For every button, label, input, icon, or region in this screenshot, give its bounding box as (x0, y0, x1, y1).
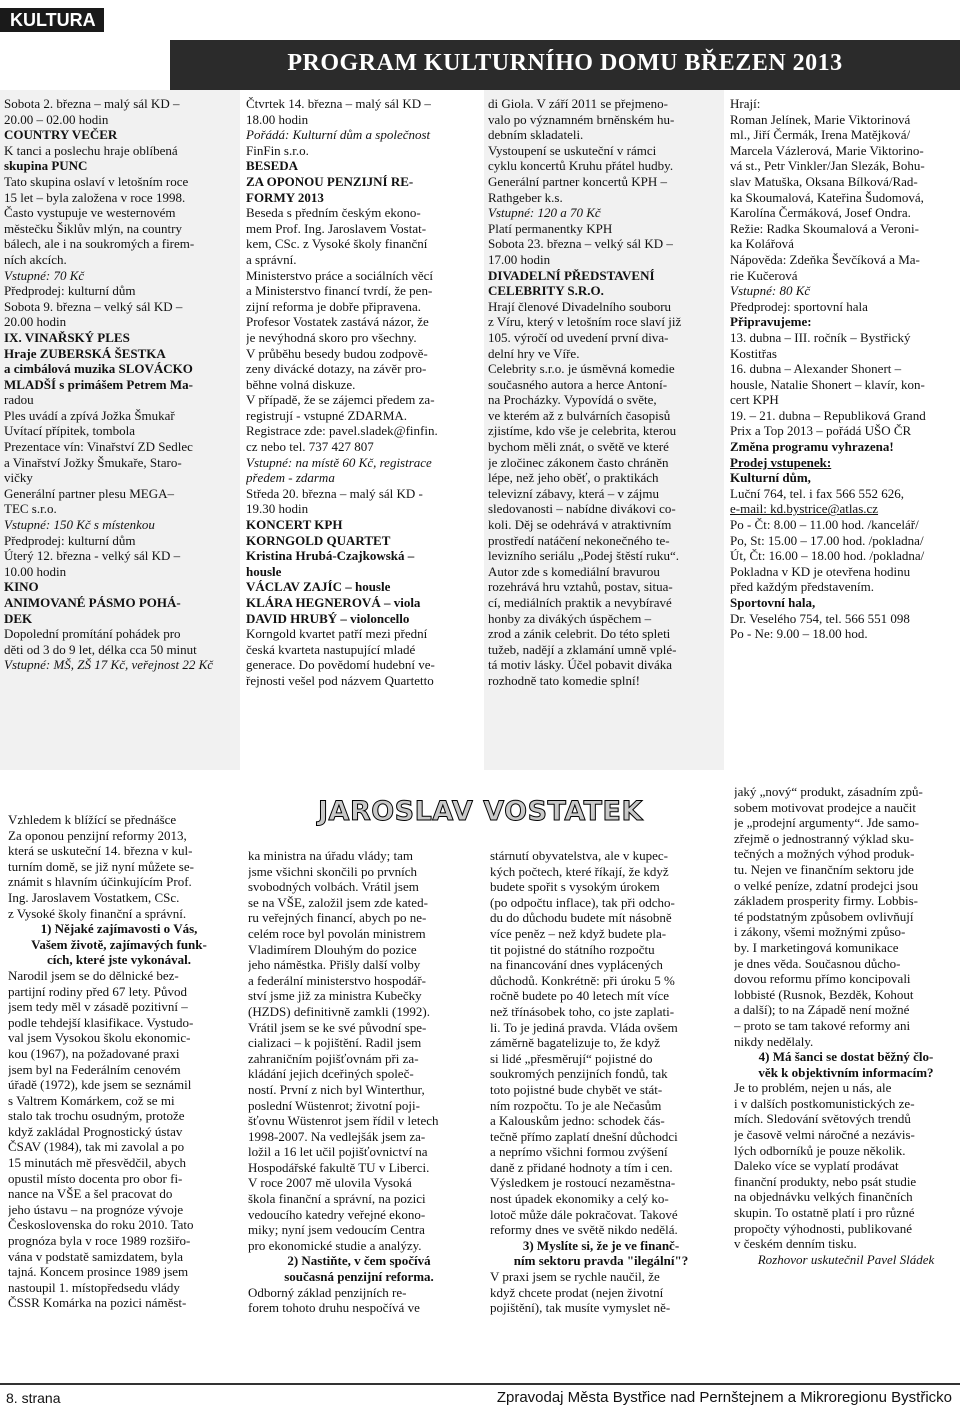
article-column-2 (248, 848, 470, 1380)
text-line: Prix a Top 2013 – pořádá UŠO ČR (730, 423, 912, 439)
text-line: prognóza byla v roce 1989 rozšiřo- (8, 1233, 191, 1249)
text-line: mích. Sledování světových trendů (734, 1111, 911, 1127)
program-header-band (170, 40, 960, 90)
text-line: ností. První z nich byl Winterthur, (248, 1081, 425, 1097)
text-line: věk k objektivním informacím? (758, 1064, 934, 1080)
text-line: ka Kolářová (730, 236, 794, 252)
text-line: pro ekonomické studie a analýzy. (248, 1237, 422, 1253)
text-line: radou (4, 392, 34, 408)
text-line: Sobota 9. března – velký sál KD – (4, 298, 183, 314)
text-line: 1998-2007. Na vedlejšák jsem za- (248, 1128, 426, 1144)
footer-divider (0, 1383, 960, 1385)
text-line: Vzhledem k blížící se přednášce (8, 812, 177, 827)
text-line: poslední Wüstenrot; životní poji- (248, 1097, 420, 1113)
page-number: 8. strana (6, 1390, 61, 1406)
text-line: a další); to na Západě není možné (734, 1002, 910, 1018)
text-line: Kostitřas (730, 345, 777, 361)
text-line: Út, Čt: 16.00 – 18.00 hod. /pokladna/ (730, 548, 925, 564)
text-line: housle, Natalie Shonert – klavír, kon- (730, 376, 925, 392)
text-line: MLADŠÍ s primášem Petrem Ma- (4, 376, 193, 392)
text-line: ním sektoru pravda "ilegální"? (513, 1253, 689, 1269)
text-line: záměrně bagatelizuje to, že když (490, 1035, 660, 1051)
program-column-3 (488, 96, 720, 766)
text-line: honby za divákých úspěchem – (488, 610, 652, 626)
text-line: Pořádá: Kulturní dům a společnost (246, 127, 431, 143)
text-line: Středa 20. března – malý sál KD - (246, 485, 423, 501)
text-line: skupin. To ostatně platí i pro různé (734, 1205, 915, 1221)
text-line: zrod a zánik celebrit. Do této spleti (488, 626, 671, 642)
text-line: a Kalouskům jedno: schodek čás- (490, 1113, 665, 1129)
article-column-3 (490, 848, 712, 1380)
text-line: 2) Nastiňte, v čem spočívá (287, 1253, 431, 1269)
text-line: kých počtech, které říkají, že když (490, 863, 669, 879)
text-line: základem prosperity firmy. Lobbis- (734, 893, 918, 909)
text-line: lých odborníků je pouze několik. (734, 1142, 906, 1158)
text-line: e-mail: kd.bystrice@atlas.cz (730, 501, 879, 517)
text-line: forem tohoto druhu nespočívá ve (248, 1300, 420, 1316)
text-line: Tato skupina oslaví v letošním roce (4, 173, 189, 189)
text-line: zijní reforma je dobře připravena. (246, 298, 422, 314)
text-line: tužeb, nadějí a zklamání umně vplé- (488, 641, 677, 657)
article-column-4 (734, 784, 958, 1380)
text-line: 16. dubna – Alexander Shonert – (730, 361, 902, 377)
text-line: Předprodej: sportovní hala (730, 298, 868, 314)
text-line: vedoucího katedry veřejné ekono- (248, 1206, 426, 1222)
text-line: a správní. (246, 251, 297, 267)
text-line: Ples uvádí a zpívá Jožka Šmukař (4, 407, 175, 423)
text-line: Předprodej: kulturní dům (4, 532, 136, 548)
text-line: slav Matuška, Oksana Bílková/Rad- (730, 173, 918, 189)
text-line: Československa do roku 2010. Tato (8, 1217, 194, 1233)
text-line: současná penzijní reforma. (284, 1269, 434, 1285)
text-line: 10.00 hodin (4, 563, 67, 579)
text-line: du do důchodu budete mít násobně (490, 910, 672, 926)
text-line: by. I marketingová komunikace (734, 939, 899, 955)
text-line: vána v podstatě samizdatem, byla (8, 1248, 184, 1264)
text-line: FORMY 2013 (246, 189, 324, 205)
text-line: cí, mediálních praktik a nevybíravé (488, 595, 672, 610)
text-line: šťovnu Wüstenrot jsem řídil v letech (248, 1113, 439, 1129)
text-line: tu. Nejen ve finančním sektoru jde (734, 861, 914, 877)
text-line: nastoupil 1. místopředsedu vlády (8, 1279, 180, 1295)
text-line: Vystoupení se uskuteční v rámci (488, 142, 657, 158)
text-line: Celebrity s.r.o. je úsměvná komedie (488, 361, 675, 377)
text-line: lotoč může dále pokračovat. Takové (490, 1206, 678, 1222)
text-line: levizního seriálu „Podej štěstí ruku“. (488, 548, 679, 564)
text-line: DIVADELNÍ PŘEDSTAVENÍ (488, 267, 655, 283)
text-line: televizní zábavy, která – v zájmu (488, 485, 659, 501)
text-line: nikdy nedělaly. (734, 1033, 814, 1049)
text-line: jeho náměstka. Přišly další volby (248, 957, 421, 973)
text-line: ANIMOVANÉ PÁSMO POHÁ- (4, 595, 181, 610)
text-line: (HZDS) definitivně zamkli (1992). (248, 1003, 430, 1019)
text-line: současného autora a herce Antoní- (488, 376, 668, 392)
text-line: rozhodně tato komedie splní! (488, 672, 640, 688)
text-line: Změna programu vyhrazena! (730, 439, 894, 455)
text-line: Marcela Vázlerová, Marie Viktorino- (730, 142, 924, 158)
text-line: Generální partner koncertů KPH – (488, 173, 668, 189)
text-line: z Vysoké školy finanční a správní. (8, 905, 187, 921)
article-column-1 (8, 812, 230, 1380)
text-line: která se uskuteční 14. března v kul- (8, 843, 193, 859)
text-line: si lidé „přesměrují“ pojistné do (490, 1050, 653, 1066)
text-line: ve kterém až z bulvárních časopisů (488, 407, 671, 423)
text-line: ství jsme již za ministra Kubečky (248, 988, 422, 1004)
text-line: KINO (4, 579, 39, 595)
text-line: a Ministerstvo financí tvrdí, že pen- (246, 283, 433, 299)
text-line: Předprodej: kulturní dům (4, 283, 136, 299)
text-line: na Procházky. Vypovídá o světe, (488, 392, 657, 408)
text-line: a cimbálová muzika SLOVÁCKO (4, 361, 193, 377)
text-line: vá st., Petr Vinkler/Jan Slezák, Bohu- (730, 158, 925, 174)
text-line: Dopolední promítání pohádek pro (4, 626, 181, 642)
text-line: na objednávku velkých finančních (734, 1189, 913, 1205)
text-line: 19.30 hodin (246, 501, 309, 517)
text-line: Hrají členové Divadelního souboru (488, 298, 672, 314)
text-line: bychom měli znát, o světě ve které (488, 439, 669, 455)
text-line: ČSAV (1984), tak mi zavolal a po (8, 1139, 185, 1155)
text-line: 4) Má šanci se dostat běžný člo- (758, 1049, 934, 1065)
text-line: miky; nyní jsem vedoucím Centra (248, 1222, 425, 1238)
text-line: sledovanosti – nabídne divákovi co- (488, 501, 676, 517)
text-line: FinFin s.r.o. (246, 142, 309, 158)
text-line: 13. dubna – III. ročník – Bystřický (730, 329, 911, 345)
text-line: Kristina Hrubá-Czajkowská – (246, 548, 415, 564)
text-line: tá motiv lásky. Účel pobavit diváka (488, 657, 672, 673)
text-line: 18.00 hodin (246, 111, 309, 127)
text-line: KLÁRA HEGNEROVÁ – viola (246, 595, 421, 610)
text-line: Hrají: (730, 96, 761, 111)
text-line: úřadě (1972), kde jsem se seznámil (8, 1077, 192, 1093)
text-line: VÁCLAV ZAJÍC – housle (246, 579, 391, 595)
text-line: mem Prof. Ing. Jaroslavem Vostat- (246, 220, 427, 236)
text-line: opustil místo docenta pro obor fi- (8, 1170, 183, 1186)
text-line: koli. Děj se odehrává v atraktivním (488, 517, 672, 533)
text-line: li. To je jediná pravda. Vláda ovšem (490, 1019, 678, 1035)
text-line: Sobota 23. března – velký sál KD – (488, 236, 673, 252)
text-line: – proto se tam takové reformy ani (734, 1017, 911, 1033)
text-line: soukromých penzijních fondů, tak (490, 1066, 668, 1082)
text-line: i v dalších postkomunistických ze- (734, 1095, 915, 1111)
text-line: Generální partner plesu MEGA– (4, 485, 175, 501)
text-line: vičky (4, 470, 33, 486)
text-line: Vašem životě, zajímavých funk- (31, 936, 207, 952)
text-line: 19. – 21. dubna – Republiková Grand (730, 407, 926, 423)
text-line: KONCERT KPH (246, 517, 343, 533)
text-line: Korngold kvartet patří mezi přední (246, 626, 428, 642)
text-line: zeny divácké dotazy, na závěr pro- (246, 361, 427, 377)
text-line: COUNTRY VEČER (4, 127, 118, 143)
text-line: Odborný základ penzijních re- (248, 1284, 407, 1300)
text-line: jsem byl na Federálním cenovém (8, 1061, 181, 1077)
text-line: z Víru, který v letošním roce slaví již (488, 314, 682, 330)
text-line: než třínásobek toho, co jste zaplati- (490, 1003, 675, 1019)
text-line: kládání jejich dceřiných společ- (248, 1066, 414, 1082)
text-line: ročně budete po 40 letech mít více (490, 988, 670, 1004)
text-line: je dnes věda. Současnou důcho- (734, 955, 901, 971)
text-line: partijní rodiny před 67 lety. Původ (8, 983, 187, 999)
text-line: v českém denním tisku. (734, 1236, 857, 1252)
text-line: ka ministra na úřadu vlády; tam (248, 848, 413, 863)
text-line: na financování dnes vyplácených (490, 957, 663, 973)
text-line: Po - Ne: 9.00 – 18.00 hod. (730, 626, 868, 642)
text-line: debním skladateli. (488, 127, 584, 143)
text-line: Režie: Radka Skoumalová a Veroni- (730, 220, 919, 236)
text-line: 3) Myslíte si, že je ve finanč- (522, 1237, 680, 1253)
text-line: Autor zde s komediální bravurou (488, 563, 660, 579)
text-line: před každým představením. (730, 579, 875, 595)
text-line: Platí permanentky KPH (488, 220, 613, 236)
text-line: 20.00 – 02.00 hodin (4, 111, 109, 127)
text-line: Dr. Veselého 754, tel. 566 551 098 (730, 610, 910, 626)
text-line: Po - Čt: 8.00 – 11.00 hod. /kancelář/ (730, 517, 919, 533)
text-line: Za oponou penzijní reformy 2013, (8, 827, 187, 843)
text-line: je časově velmi náročné a nezávis- (734, 1127, 915, 1143)
text-line: delní hry ve Víře. (488, 345, 580, 361)
text-line: celém roce byl povolán ministrem (248, 925, 426, 941)
text-line: Sportovní hala, (730, 595, 816, 610)
program-title: PROGRAM KULTURNÍHO DOMU BŘEZEN 2013 (287, 50, 843, 76)
text-line: Čtvrtek 14. března – malý sál KD – (246, 96, 431, 111)
text-line: tajná. Koncem prosince 1989 jsem (8, 1264, 189, 1280)
text-line: podle tehdejší klasifikace. Vystudo- (8, 1014, 194, 1030)
text-line: zahraničním pojišťovnám při za- (248, 1050, 419, 1066)
text-line: 105. výročí od uvedení první diva- (488, 329, 669, 345)
text-line: a neprímo všichni formou zvýšení (490, 1144, 668, 1160)
text-line: Nápověda: Zdeňka Ševčíková a Ma- (730, 251, 920, 267)
text-line: DAVID HRUBÝ – violoncello (246, 610, 410, 626)
text-line: V roce 2007 mě ulovila Vysoká (248, 1175, 412, 1191)
text-line: kou (1967), na požadované praxi (8, 1045, 180, 1061)
text-line: V případě, že se zájemci předem za- (246, 392, 435, 408)
text-line: řejnosti vešel pod názvem Quartetto (246, 672, 434, 688)
text-line: jsem tedy měl v zásadě pozitivní – (8, 999, 188, 1015)
text-line: Vstupné: na místě 60 Kč, registrace (246, 454, 432, 470)
text-line: ZA OPONOU PENZIJNÍ RE- (246, 173, 414, 189)
text-line: Připravujeme: (730, 314, 812, 330)
text-line: jaký „nový“ produkt, zásadním způ- (734, 784, 923, 799)
text-line: 1) Nějaké zajímavosti o Vás, (40, 921, 198, 937)
text-line: Ing. Jaroslavem Vostatkem, CSc. (8, 889, 180, 905)
text-line: tečně přímo zaplatí dnešní důchodci (490, 1128, 678, 1144)
text-line: i zákony, všemi možnými způso- (734, 924, 906, 940)
text-line: a Vinařství Jožky Šmukaře, Staro- (4, 454, 182, 470)
text-line: jeho ústavu – na prognóze vývoje (8, 1201, 184, 1217)
text-line: cert KPH (730, 392, 779, 408)
text-line: a federální ministerstvo hospodář- (248, 972, 426, 988)
text-line: Ministerstvo práce a sociálních věcí (246, 267, 433, 283)
text-line: ních akcích. (4, 251, 67, 267)
text-line: K tanci a poslechu hraje oblíbená (4, 142, 178, 158)
text-line: ložil a 16 let učil pojišťovnictví na (248, 1144, 428, 1160)
program-column-2 (246, 96, 478, 766)
text-line: 15 minutách mě přesvědčil, abych (8, 1155, 186, 1171)
text-line: CELEBRITY S.R.O. (488, 283, 604, 299)
text-line: nost úpadek ekonomiky a celý ko- (490, 1191, 669, 1207)
text-line: jsme všichni skončili po prvních (248, 863, 417, 879)
text-line: 15 let – byla založena v roce 1998. (4, 189, 186, 205)
text-line: bálech, ale i na soukromých a firem- (4, 236, 195, 252)
text-line: stalo tak trochu osudným, protože (8, 1108, 185, 1124)
text-line: Je to problém, nejen u nás, ale (734, 1080, 892, 1096)
text-line: ČSSR Komárka na pozici náměst- (8, 1295, 187, 1311)
text-line: BESEDA (246, 158, 299, 174)
text-line: ru veřejných financí, abych po ne- (248, 910, 427, 926)
text-line: Vstupné: 80 Kč (730, 283, 811, 299)
text-line: di Giola. V září 2011 se přejmeno- (488, 96, 668, 111)
footer-title: Zpravodaj Města Bystřice nad Pernštejnem a Mikroregionu Bystřicko (496, 1389, 952, 1406)
text-line: reformy dnes ve světě nikdo nedělá. (490, 1222, 678, 1238)
text-line: Karolína Čermáková, Josef Ondra. (730, 205, 911, 221)
text-line: Hospodářské fakultě TU v Liberci. (248, 1159, 430, 1175)
text-line: Luční 764, tel. i fax 566 552 626, (730, 485, 905, 501)
text-line: tečných a možných výhod produk- (734, 846, 915, 862)
text-line: cích, které jste vykonával. (46, 952, 192, 968)
text-line: tit pojistné do státního rozpočtu (490, 941, 655, 957)
text-line: registrují - vstupné ZDARMA. (246, 407, 408, 423)
text-line: stárnutí obyvatelstva, ale v kupec- (490, 848, 668, 863)
text-line: (po odpočtu inflace), tak při odcho- (490, 894, 675, 910)
section-tag: KULTURA (0, 8, 104, 32)
text-line: Hraje ZUBERSKÁ ŠESTKA (4, 345, 166, 361)
text-line: kem, CSc. z Vysoké školy finanční (246, 236, 428, 252)
text-line: DEK (4, 610, 33, 626)
text-line: Uvítací přípitek, tombola (4, 423, 136, 439)
text-line: valo po významném brněnském hu- (488, 111, 675, 127)
program-column-4 (730, 96, 960, 766)
text-line: daně z přidané hodnoty a tím i cen. (490, 1159, 673, 1175)
text-line: KORNGOLD QUARTET (246, 532, 391, 548)
text-line: ka Skoumalová, Kateřina Šudomová, (730, 189, 924, 205)
text-line: Rathgeber k.s. (488, 189, 563, 205)
text-line: cyklu koncertů Kruhu přátel hudby. (488, 158, 674, 174)
text-line: V průběhu besedy budou zodpově- (246, 345, 428, 361)
text-line: Beseda s předním českým ekono- (246, 205, 421, 221)
text-line: ml., Jiří Čermák, Irena Matějková/ (730, 127, 911, 143)
text-line: Vstupné: 150 Kč s místenkou (4, 517, 155, 533)
text-line: Kulturní dům, (730, 470, 811, 486)
text-line: budete spořit s vysokým úrokem (490, 879, 660, 895)
text-line: Vladimírem Dlouhým do pozice (248, 941, 417, 957)
text-line: toto pojistné bude chybět ve stát- (490, 1081, 663, 1097)
text-line: důchodů. Konkrétně: při úroku 5 % (490, 972, 675, 988)
text-line: TEC s.r.o. (4, 501, 57, 517)
text-line: Prezentace vín: Vinařství ZD Sedlec (4, 439, 193, 455)
text-line: Vstupné: 70 Kč (4, 267, 85, 283)
text-line: cz nebo tel. 737 427 807 (246, 439, 374, 455)
text-line: rie Kučerová (730, 267, 798, 283)
text-line: je „prodejní argumenty“. Jde samo- (734, 815, 919, 831)
text-line: když chcete prodat (nejen životní (490, 1284, 664, 1300)
text-line: více peněz – než když budete pla- (490, 925, 667, 941)
text-line: lépe, než jeho oběť, o praktikách (488, 470, 659, 486)
text-line: svobodných volbách. Vrátil jsem (248, 879, 419, 895)
text-line: Rozhovor uskutečnil Pavel Sládek (757, 1251, 935, 1267)
text-line: je nevýhodná skoro pro všechny. (246, 329, 417, 345)
text-line: Prodej vstupenek: (730, 454, 832, 470)
text-line: běhne volná diskuze. (246, 376, 356, 392)
text-line: s Valtrem Komárkem, což se mi (8, 1092, 175, 1108)
text-line: známit s hlavním účinkujícím Prof. (8, 874, 192, 890)
text-line: Pokladna v KD je otevřena hodinu (730, 563, 911, 579)
text-line: Vstupné: 120 a 70 Kč (488, 205, 601, 221)
text-line: val jsem Vysokou školu ekonomic- (8, 1030, 191, 1046)
text-line: sobem motivovat prodejce a naučit (734, 799, 916, 815)
text-line: Úterý 12. března - velký sál KD – (4, 548, 181, 564)
text-line: zřejmě o jednostranný výklad sku- (734, 830, 914, 846)
text-line: Sobota 2. března – malý sál KD – (4, 96, 180, 111)
text-line: prostředí natáčení nekonečného te- (488, 532, 670, 548)
text-line: V praxi jsem se rychle naučil, že (490, 1269, 660, 1285)
text-line: Narodil jsem se do dělnické bez- (8, 967, 179, 983)
text-line: pojištění), tak musíte vymyslet ně- (490, 1300, 671, 1316)
text-line: předem - zdarma (246, 470, 335, 486)
text-line: ním rozpočtu. To je ale Nečasům (490, 1097, 662, 1113)
text-line: škola finanční a správní, na pozici (248, 1191, 426, 1207)
text-line: 17.00 hodin (488, 251, 551, 267)
text-line: česká kvarteta nastupující mladé (246, 641, 416, 657)
text-line: Po, St: 15.00 – 17.00 hod. /pokladna/ (730, 532, 924, 548)
text-line: je zločinec zákonem často chráněn (488, 454, 669, 470)
text-line: Často vystupuje ve westernovém (4, 205, 176, 221)
text-line: Vrátil jsem se ke své původní spe- (248, 1019, 427, 1035)
text-line: Vstupné: MŠ, ZŠ 17 Kč, veřejnost 22 Kč (4, 657, 214, 673)
text-line: Daleko více se vyplatí prodávat (734, 1158, 899, 1174)
text-line: skupina PUNC (4, 158, 88, 174)
text-line: Profesor Vostatek zastává názor, že (246, 314, 429, 330)
text-line: generace. Do povědomí hudební ve- (246, 657, 435, 673)
text-line: děti od 3 do 9 let, délka cca 50 minut (4, 641, 197, 657)
text-line: Roman Jelínek, Marie Viktorinová (730, 111, 911, 127)
text-line: 20.00 hodin (4, 314, 67, 330)
text-line: finanční produkty, nebo psát studie (734, 1173, 917, 1189)
text-line: o velké peníze, zdatní prodejci jsou (734, 877, 919, 893)
text-line: turním domě, se již nyní můžete se- (8, 858, 194, 874)
program-column-1 (4, 96, 236, 766)
text-line: housle (246, 563, 282, 579)
text-line: rozehrává hru vztahů, postav, situa- (488, 579, 673, 595)
article-title: JAROSLAV VOSTATEK (318, 796, 643, 827)
text-line: cializaci – k pojištění. Radil jsem (248, 1035, 422, 1051)
text-line: dovou reformu přímo koncipovali (734, 971, 911, 987)
text-line: té podstatným způsobem ovlivňují (734, 908, 914, 924)
text-line: Registrace zde: pavel.sladek@finfin. (246, 423, 438, 439)
text-line: se na VŠE, založil jsem zde kated- (248, 894, 428, 910)
text-line: propočty výhodnosti, publikované (734, 1220, 913, 1236)
text-line: lobbisté (Rusnok, Bezděk, Kohout (734, 986, 914, 1002)
text-line: Výsledkem je rostoucí nezaměstna- (490, 1175, 676, 1191)
text-line: zjistíme, kdo vše je celebrita, kterou (488, 423, 677, 439)
text-line: IX. VINAŘSKÝ PLES (4, 329, 130, 345)
text-line: když zakládal Prognostický ústav (8, 1123, 183, 1139)
text-line: nance na VŠE a šel pracovat do (8, 1186, 173, 1202)
text-line: městečku Šiklův mlýn, na country (4, 220, 183, 236)
